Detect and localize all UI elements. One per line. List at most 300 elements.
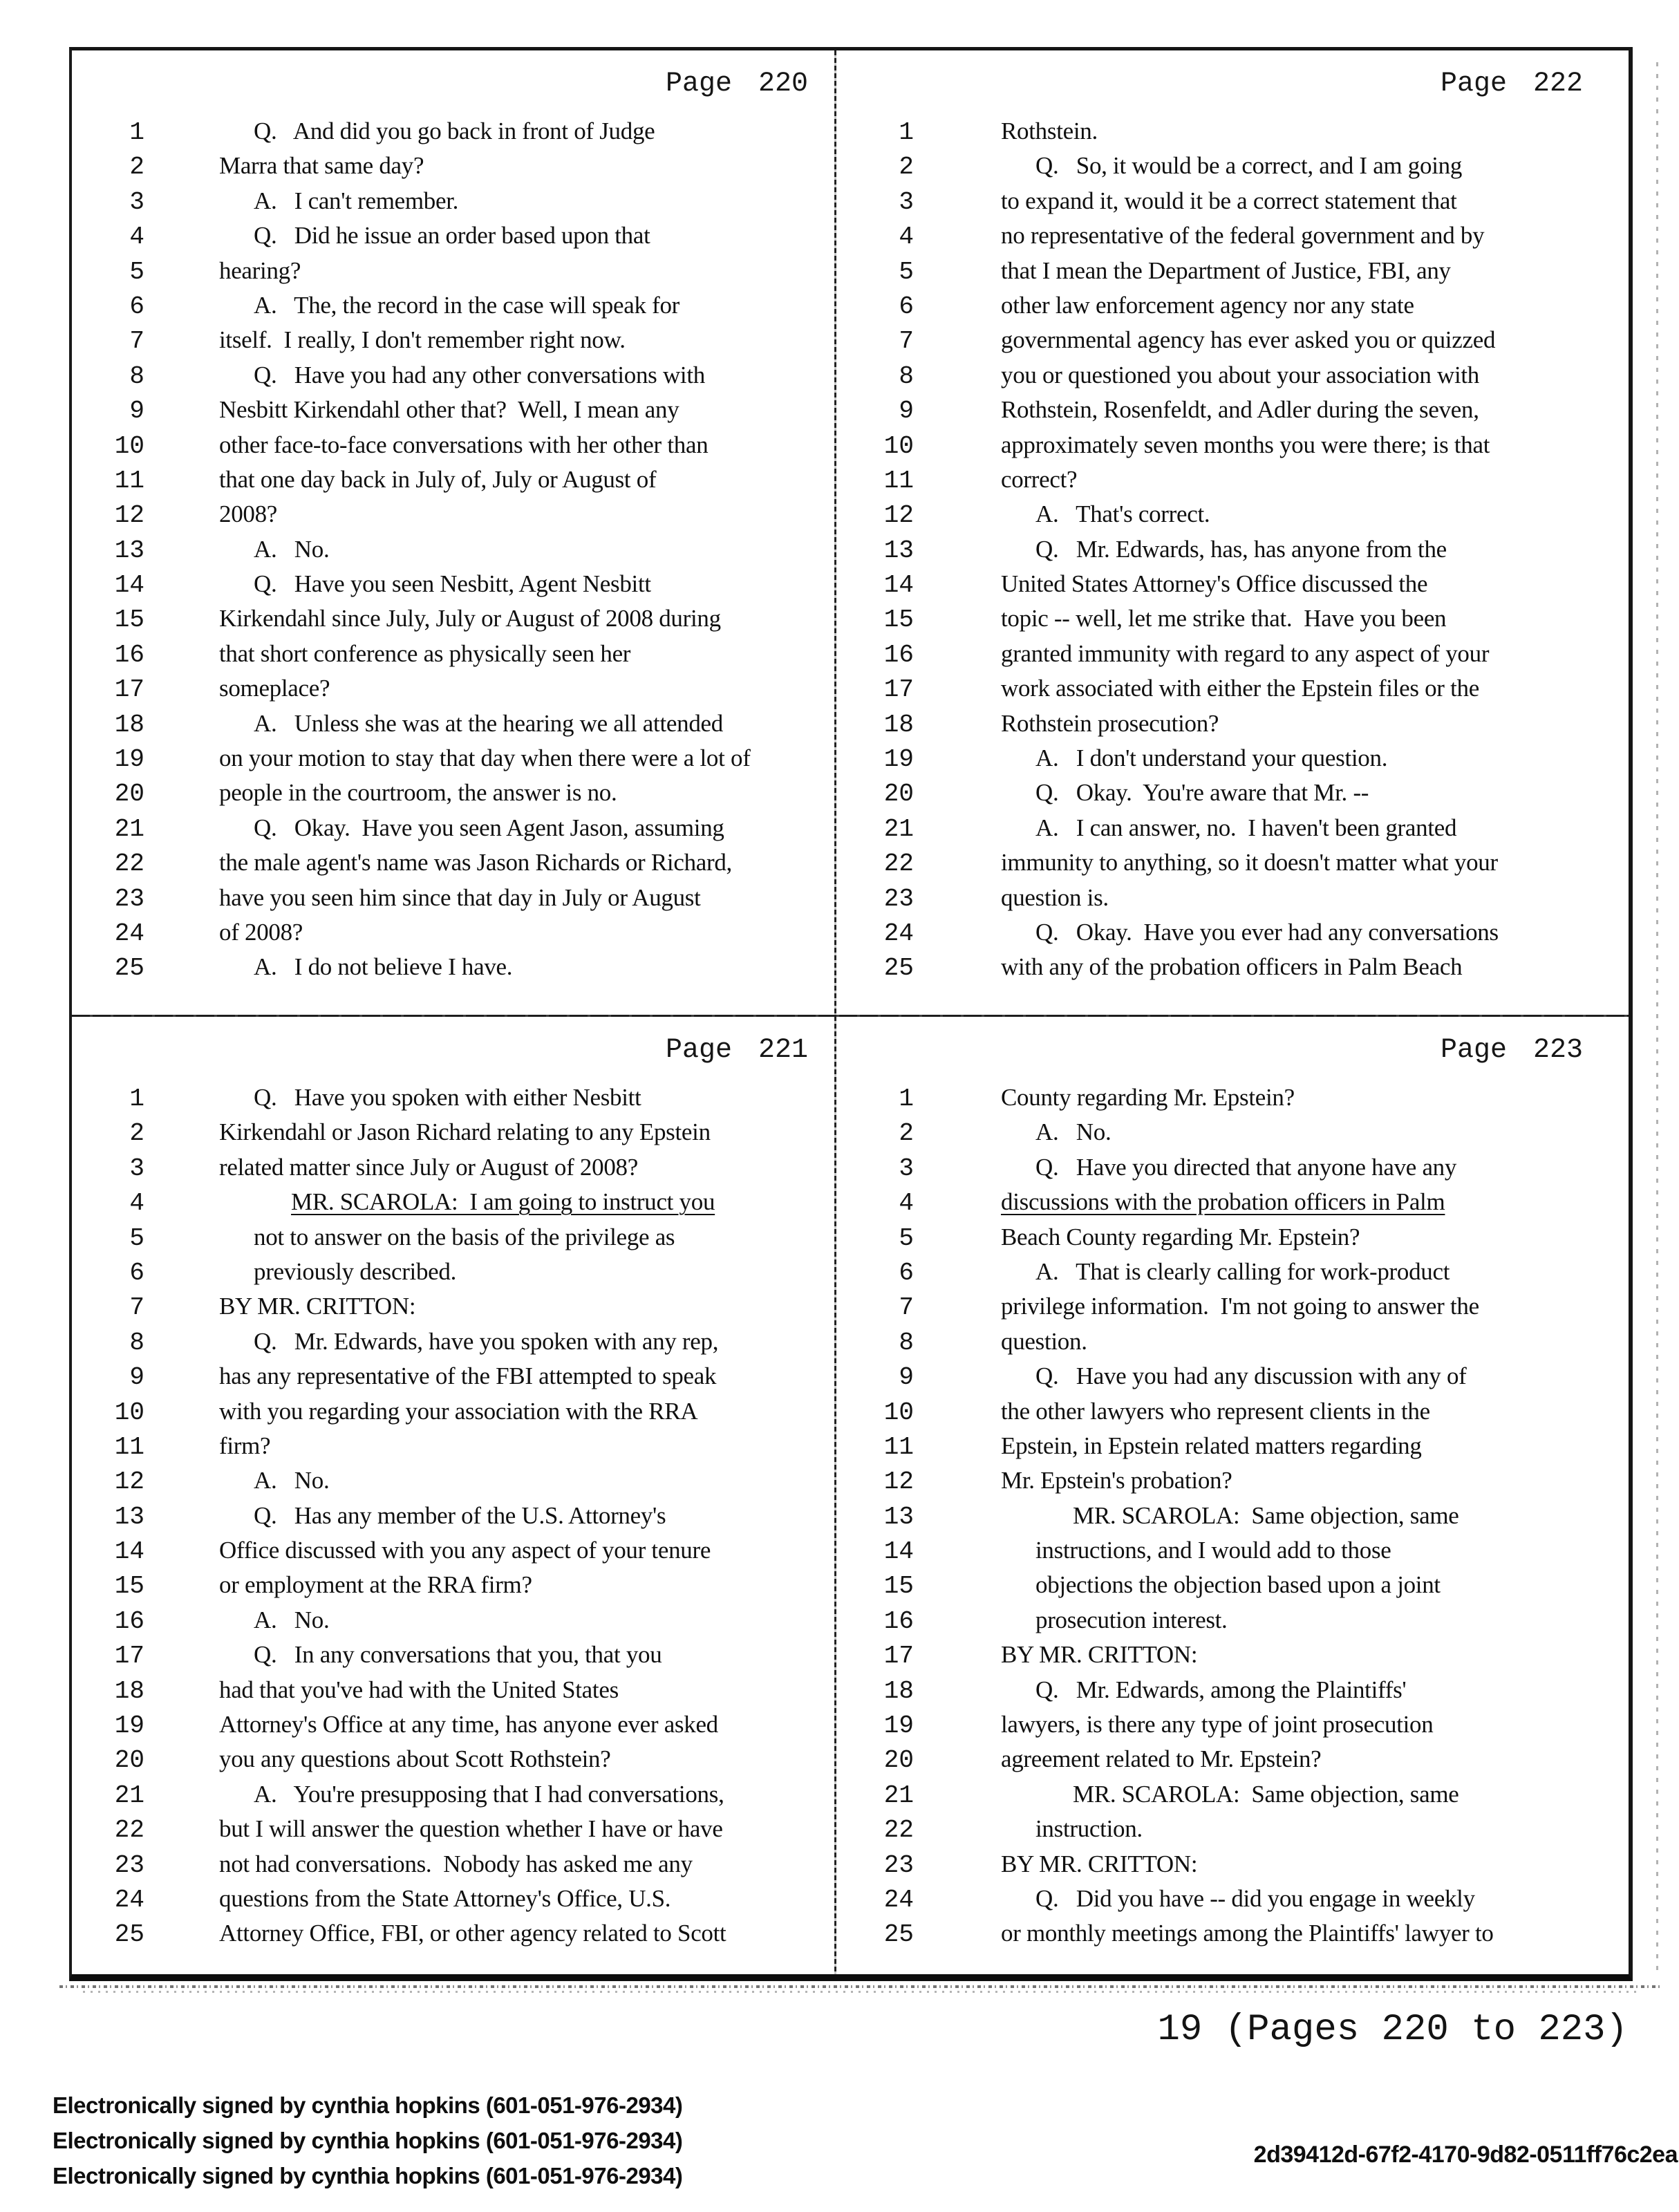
transcript-lines bbox=[72, 118, 834, 988]
transcript-line bbox=[836, 292, 1629, 326]
line-number: 14 bbox=[114, 571, 144, 600]
line-number: 11 bbox=[883, 466, 914, 495]
line-number: 17 bbox=[883, 1642, 914, 1671]
line-number: 7 bbox=[129, 1293, 144, 1322]
line-number: 8 bbox=[899, 362, 914, 391]
line-number: 22 bbox=[883, 850, 914, 879]
line-number: 1 bbox=[899, 118, 914, 147]
line-number: 10 bbox=[114, 431, 144, 460]
transcript-line bbox=[836, 1118, 1629, 1153]
line-number: 8 bbox=[129, 362, 144, 391]
line-number: 7 bbox=[899, 327, 914, 356]
transcript-line bbox=[72, 744, 834, 779]
transcript-line bbox=[72, 1850, 834, 1885]
line-number: 6 bbox=[899, 292, 914, 321]
line-text: Q. Mr. Edwards, has, has anyone from the bbox=[1035, 535, 1447, 563]
transcript-line bbox=[72, 466, 834, 500]
transcript-line bbox=[836, 466, 1629, 500]
transcript-line bbox=[836, 1502, 1629, 1537]
transcript-line bbox=[72, 1502, 834, 1537]
line-text: MR. SCAROLA: Same objection, same bbox=[1073, 1501, 1459, 1529]
line-number: 16 bbox=[883, 640, 914, 669]
line-number: 12 bbox=[114, 1468, 144, 1497]
transcript-line bbox=[836, 1398, 1629, 1432]
transcript-line bbox=[836, 187, 1629, 222]
line-text: with you regarding your association with the RRA bbox=[219, 1397, 698, 1425]
transcript-line bbox=[72, 1537, 834, 1571]
line-text: Attorney's Office at any time, has anyone ever asked bbox=[219, 1711, 718, 1738]
line-number: 8 bbox=[899, 1328, 914, 1357]
line-number: 1 bbox=[899, 1085, 914, 1113]
line-text: approximately seven months you were there; is that bbox=[1001, 431, 1490, 458]
line-text: work associated with either the Epstein files or the bbox=[1001, 675, 1479, 702]
transcript-line bbox=[72, 814, 834, 849]
line-text: MR. SCAROLA: Same objection, same bbox=[1073, 1780, 1459, 1808]
transcript-line bbox=[72, 953, 834, 988]
line-number: 4 bbox=[899, 223, 914, 252]
transcript-line bbox=[836, 1920, 1629, 1954]
line-text: A. No. bbox=[1035, 1118, 1111, 1146]
signature-block bbox=[53, 2088, 682, 2193]
transcript-line bbox=[72, 1467, 834, 1501]
line-number: 25 bbox=[114, 1920, 144, 1949]
transcript-line bbox=[72, 500, 834, 535]
line-text: Q. Have you seen Nesbitt, Agent Nesbitt bbox=[254, 570, 651, 598]
line-number: 19 bbox=[114, 1712, 144, 1741]
line-number: 1 bbox=[129, 118, 144, 147]
line-text: have you seen him since that day in July or August bbox=[219, 883, 701, 911]
line-number: 22 bbox=[114, 1816, 144, 1845]
line-number: 24 bbox=[883, 919, 914, 948]
transcript-lines bbox=[836, 1084, 1629, 1955]
line-number: 15 bbox=[114, 606, 144, 635]
line-number: 23 bbox=[883, 1850, 914, 1880]
line-number: 13 bbox=[114, 1502, 144, 1531]
transcript-line bbox=[836, 536, 1629, 570]
line-text: Q. Mr. Edwards, among the Plaintiffs' bbox=[1035, 1676, 1407, 1703]
transcript-line bbox=[836, 1815, 1629, 1850]
line-number: 24 bbox=[114, 919, 144, 948]
line-text: A. No. bbox=[254, 1467, 330, 1494]
line-text: Q. Did he issue an order based upon that bbox=[254, 222, 650, 250]
line-number: 21 bbox=[883, 814, 914, 843]
transcript-line bbox=[836, 605, 1629, 639]
line-text: question is. bbox=[1001, 883, 1109, 911]
transcript-line bbox=[836, 1850, 1629, 1885]
line-number: 13 bbox=[883, 536, 914, 565]
line-number: 5 bbox=[129, 257, 144, 286]
transcript-line bbox=[72, 292, 834, 326]
transcript-line bbox=[72, 396, 834, 431]
transcript-line bbox=[72, 1676, 834, 1711]
transcript-line bbox=[72, 187, 834, 222]
line-number: 18 bbox=[883, 1676, 914, 1705]
transcript-line bbox=[836, 744, 1629, 779]
transcript-line bbox=[836, 1711, 1629, 1745]
line-text: governmental agency has ever asked you or quizzed bbox=[1001, 326, 1496, 354]
signature-line: Electronically signed by cynthia hopkins (601-051-976-2934) bbox=[53, 2092, 683, 2118]
line-text: A. I can't remember. bbox=[254, 187, 459, 214]
transcript-line bbox=[72, 1084, 834, 1118]
transcript-line bbox=[72, 1328, 834, 1362]
line-number: 2 bbox=[899, 153, 914, 182]
transcript-line bbox=[72, 1920, 834, 1954]
transcript-line bbox=[836, 152, 1629, 187]
line-number: 23 bbox=[883, 884, 914, 913]
transcript-line bbox=[836, 1188, 1629, 1223]
line-text: MR. SCAROLA: I am going to instruct you bbox=[291, 1188, 715, 1216]
transcript-line bbox=[836, 640, 1629, 675]
line-text: Q. So, it would be a correct, and I am going bbox=[1035, 152, 1463, 180]
page-220 bbox=[72, 50, 834, 1015]
line-text: Q. Did you have -- did you engage in weekly bbox=[1035, 1884, 1475, 1912]
line-number: 21 bbox=[114, 814, 144, 843]
line-text: Kirkendahl or Jason Richard relating to any Epstein bbox=[219, 1118, 711, 1146]
line-text: A. The, the record in the case will speak for bbox=[254, 291, 680, 319]
transcript-line bbox=[72, 1118, 834, 1153]
line-text: Q. Okay. You're aware that Mr. -- bbox=[1035, 779, 1369, 807]
transcript-line bbox=[836, 500, 1629, 535]
transcript-line bbox=[836, 362, 1629, 396]
line-number: 1 bbox=[129, 1085, 144, 1113]
transcript-line bbox=[72, 1398, 834, 1432]
line-text: or employment at the RRA firm? bbox=[219, 1571, 532, 1599]
line-number: 5 bbox=[899, 257, 914, 286]
line-number: 12 bbox=[883, 1468, 914, 1497]
line-text: agreement related to Mr. Epstein? bbox=[1001, 1745, 1322, 1773]
line-number: 25 bbox=[883, 954, 914, 983]
transcript-line bbox=[72, 675, 834, 709]
line-number: 15 bbox=[114, 1572, 144, 1601]
line-text: the male agent's name was Jason Richards or Richard, bbox=[219, 849, 733, 877]
line-text: lawyers, is there any type of joint prosecution bbox=[1001, 1711, 1434, 1738]
line-number: 15 bbox=[883, 606, 914, 635]
transcript-line bbox=[836, 1745, 1629, 1780]
line-number: 20 bbox=[114, 1746, 144, 1775]
transcript-line bbox=[72, 1781, 834, 1815]
line-number: 13 bbox=[883, 1502, 914, 1531]
line-text: that short conference as physically seen her bbox=[219, 639, 631, 667]
line-number: 4 bbox=[129, 223, 144, 252]
line-number: 24 bbox=[114, 1885, 144, 1914]
line-text: other face-to-face conversations with her other than bbox=[219, 431, 709, 458]
transcript-line bbox=[72, 919, 834, 953]
transcript-line bbox=[836, 1258, 1629, 1293]
transcript-line bbox=[836, 222, 1629, 256]
line-number: 3 bbox=[129, 1154, 144, 1183]
scan-edge-artifact bbox=[1656, 62, 1658, 1977]
transcript-line bbox=[72, 1258, 834, 1293]
transcript-line bbox=[72, 884, 834, 919]
line-text: Nesbitt Kirkendahl other that? Well, I mean any bbox=[219, 396, 679, 424]
line-text: granted immunity with regard to any aspect of your bbox=[1001, 639, 1490, 667]
line-number: 14 bbox=[883, 1537, 914, 1566]
line-text: instructions, and I would add to those bbox=[1035, 1537, 1391, 1564]
transcript-line bbox=[72, 710, 834, 744]
line-number: 16 bbox=[883, 1606, 914, 1635]
line-text: had that you've had with the United States bbox=[219, 1676, 619, 1703]
line-number: 23 bbox=[114, 884, 144, 913]
line-number: 3 bbox=[129, 187, 144, 216]
line-number: 4 bbox=[129, 1189, 144, 1218]
line-text: Marra that same day? bbox=[219, 152, 424, 180]
line-number: 21 bbox=[883, 1781, 914, 1810]
line-text: A. That's correct. bbox=[1035, 500, 1210, 528]
line-text: Rothstein. bbox=[1001, 118, 1098, 144]
line-text: previously described. bbox=[254, 1257, 457, 1285]
line-number: 7 bbox=[899, 1293, 914, 1322]
page-222 bbox=[836, 50, 1629, 1015]
line-text: you any questions about Scott Rothstein? bbox=[219, 1745, 611, 1773]
sheet-border bbox=[69, 47, 1633, 1981]
transcript-line bbox=[836, 1571, 1629, 1606]
line-text: Rothstein prosecution? bbox=[1001, 709, 1219, 737]
scan-noise-band bbox=[83, 1991, 1638, 1993]
line-text: Q. Have you spoken with either Nesbitt bbox=[254, 1084, 641, 1111]
line-number: 11 bbox=[114, 1432, 144, 1461]
line-text: Q. Have you had any discussion with any of bbox=[1035, 1362, 1467, 1390]
line-text: that I mean the Department of Justice, FBI, any bbox=[1001, 256, 1451, 284]
line-number: 2 bbox=[129, 153, 144, 182]
line-number: 9 bbox=[899, 397, 914, 426]
line-text: Q. In any conversations that you, that you bbox=[254, 1641, 662, 1669]
line-text: Q. Has any member of the U.S. Attorney's bbox=[254, 1501, 666, 1529]
line-text: immunity to anything, so it doesn't matter what your bbox=[1001, 849, 1498, 877]
line-number: 12 bbox=[883, 501, 914, 530]
line-number: 9 bbox=[899, 1363, 914, 1392]
transcript-line bbox=[836, 1467, 1629, 1501]
line-text: A. No. bbox=[254, 535, 330, 563]
transcript-line bbox=[72, 118, 834, 152]
transcript-line bbox=[72, 1224, 834, 1258]
line-text: A. Unless she was at the hearing we all attended bbox=[254, 709, 723, 737]
page-range-footer: 19 (Pages 220 to 223) bbox=[1157, 2009, 1628, 2051]
transcript-lines bbox=[836, 118, 1629, 988]
transcript-line bbox=[836, 1537, 1629, 1571]
line-text: hearing? bbox=[219, 256, 301, 284]
transcript-line bbox=[836, 1432, 1629, 1467]
line-number: 6 bbox=[899, 1258, 914, 1287]
line-text: people in the courtroom, the answer is no. bbox=[219, 779, 617, 807]
transcript-line bbox=[72, 1154, 834, 1188]
line-number: 3 bbox=[899, 187, 914, 216]
line-number: 19 bbox=[114, 745, 144, 774]
line-text: 2008? bbox=[219, 500, 278, 528]
transcript-line bbox=[836, 1084, 1629, 1118]
line-text: Q. Have you had any other conversations with bbox=[254, 361, 705, 388]
line-text: objections the objection based upon a joint bbox=[1035, 1571, 1441, 1599]
line-number: 11 bbox=[883, 1432, 914, 1461]
line-text: Attorney Office, FBI, or other agency related to Scott bbox=[219, 1920, 726, 1947]
line-text: Q. Okay. Have you seen Agent Jason, assuming bbox=[254, 814, 724, 841]
line-number: 7 bbox=[129, 327, 144, 356]
transcript-lines bbox=[72, 1084, 834, 1955]
line-text: instruction. bbox=[1035, 1815, 1143, 1843]
line-number: 17 bbox=[114, 1642, 144, 1671]
line-number: 23 bbox=[114, 1850, 144, 1880]
transcript-line bbox=[836, 675, 1629, 709]
line-text: United States Attorney's Office discussed the bbox=[1001, 570, 1428, 598]
line-text: BY MR. CRITTON: bbox=[219, 1293, 416, 1320]
line-number: 20 bbox=[883, 1746, 914, 1775]
transcript-line bbox=[836, 710, 1629, 744]
page-header: Page 223 bbox=[1440, 1035, 1583, 1066]
line-number: 14 bbox=[114, 1537, 144, 1566]
signature-line: Electronically signed by cynthia hopkins (601-051-976-2934) bbox=[53, 2163, 683, 2188]
transcript-line bbox=[72, 570, 834, 605]
line-number: 16 bbox=[114, 640, 144, 669]
line-number: 24 bbox=[883, 1885, 914, 1914]
line-number: 25 bbox=[883, 1920, 914, 1949]
transcript-line bbox=[836, 1328, 1629, 1362]
line-text: of 2008? bbox=[219, 918, 303, 946]
line-text: County regarding Mr. Epstein? bbox=[1001, 1084, 1295, 1111]
transcript-line bbox=[72, 326, 834, 361]
line-text: discussions with the probation officers in Palm bbox=[1001, 1188, 1445, 1216]
line-number: 22 bbox=[114, 850, 144, 879]
line-text: A. I can answer, no. I haven't been granted bbox=[1035, 814, 1457, 841]
transcript-line bbox=[72, 257, 834, 292]
transcript-line bbox=[72, 605, 834, 639]
transcript-line bbox=[836, 779, 1629, 814]
transcript-line bbox=[836, 1362, 1629, 1397]
scan-noise-band bbox=[59, 1985, 1662, 1988]
line-text: Q. Have you directed that anyone have any bbox=[1035, 1153, 1457, 1181]
line-text: itself. I really, I don't remember right now. bbox=[219, 326, 626, 354]
line-text: A. I don't understand your question. bbox=[1035, 744, 1388, 772]
line-number: 19 bbox=[883, 1712, 914, 1741]
transcript-line bbox=[72, 779, 834, 814]
transcript-line bbox=[72, 1362, 834, 1397]
line-number: 6 bbox=[129, 1258, 144, 1287]
line-text: BY MR. CRITTON: bbox=[1001, 1641, 1198, 1669]
transcript-line bbox=[836, 814, 1629, 849]
line-text: related matter since July or August of 2008? bbox=[219, 1153, 638, 1181]
line-text: you or questioned you about your association with bbox=[1001, 361, 1479, 388]
transcript-line bbox=[72, 536, 834, 570]
line-text: Epstein, in Epstein related matters regarding bbox=[1001, 1432, 1422, 1459]
line-text: A. No. bbox=[254, 1606, 330, 1633]
line-number: 5 bbox=[899, 1224, 914, 1253]
transcript-line bbox=[836, 1293, 1629, 1327]
line-number: 10 bbox=[883, 1398, 914, 1427]
line-text: Q. And did you go back in front of Judge bbox=[254, 118, 655, 144]
transcript-line bbox=[72, 1711, 834, 1745]
line-number: 25 bbox=[114, 954, 144, 983]
transcript-line bbox=[72, 1293, 834, 1327]
line-text: but I will answer the question whether I have or have bbox=[219, 1815, 723, 1843]
line-text: Beach County regarding Mr. Epstein? bbox=[1001, 1223, 1360, 1250]
line-number: 14 bbox=[883, 571, 914, 600]
transcript-line bbox=[836, 1676, 1629, 1711]
transcript-line bbox=[836, 1606, 1629, 1641]
line-number: 17 bbox=[114, 675, 144, 704]
transcript-line bbox=[836, 1154, 1629, 1188]
transcript-line bbox=[836, 396, 1629, 431]
transcript-line bbox=[836, 570, 1629, 605]
line-number: 11 bbox=[114, 466, 144, 495]
line-number: 13 bbox=[114, 536, 144, 565]
line-text: Q. Okay. Have you ever had any conversations bbox=[1035, 918, 1499, 946]
transcript-line bbox=[72, 1606, 834, 1641]
line-text: questions from the State Attorney's Office, U.S. bbox=[219, 1884, 671, 1912]
page-header: Page 220 bbox=[665, 68, 808, 100]
signature-line: Electronically signed by cynthia hopkins (601-051-976-2934) bbox=[53, 2128, 683, 2153]
line-number: 4 bbox=[899, 1189, 914, 1218]
transcript-line bbox=[836, 118, 1629, 152]
line-number: 10 bbox=[883, 431, 914, 460]
transcript-line bbox=[72, 1571, 834, 1606]
line-number: 17 bbox=[883, 675, 914, 704]
line-text: Kirkendahl since July, July or August of 2008 during bbox=[219, 605, 721, 632]
line-text: BY MR. CRITTON: bbox=[1001, 1850, 1198, 1877]
document-id: 2d39412d-67f2-4170-9d82-0511ff76c2ea bbox=[1253, 2141, 1678, 2168]
line-text: question. bbox=[1001, 1327, 1087, 1355]
transcript-line bbox=[836, 326, 1629, 361]
line-number: 5 bbox=[129, 1224, 144, 1253]
line-number: 8 bbox=[129, 1328, 144, 1357]
line-text: topic -- well, let me strike that. Have you been bbox=[1001, 605, 1447, 632]
transcript-line bbox=[836, 431, 1629, 466]
line-text: Mr. Epstein's probation? bbox=[1001, 1467, 1232, 1494]
line-text: to expand it, would it be a correct statement that bbox=[1001, 187, 1457, 214]
page-header: Page 222 bbox=[1440, 68, 1583, 100]
line-number: 18 bbox=[114, 1676, 144, 1705]
transcript-line bbox=[72, 152, 834, 187]
line-text: with any of the probation officers in Palm Beach bbox=[1001, 953, 1463, 981]
line-text: Rothstein, Rosenfeldt, and Adler during the seven, bbox=[1001, 396, 1479, 424]
transcript-line bbox=[836, 1641, 1629, 1676]
transcript-line bbox=[72, 1815, 834, 1850]
transcript-line bbox=[72, 1885, 834, 1920]
line-number: 10 bbox=[114, 1398, 144, 1427]
transcript-line bbox=[836, 1885, 1629, 1920]
line-text: A. You're presupposing that I had conversations, bbox=[254, 1780, 724, 1808]
line-number: 16 bbox=[114, 1606, 144, 1635]
transcript-line bbox=[72, 849, 834, 883]
line-text: Q. Mr. Edwards, have you spoken with any rep, bbox=[254, 1327, 719, 1355]
line-number: 3 bbox=[899, 1154, 914, 1183]
line-number: 12 bbox=[114, 501, 144, 530]
line-number: 22 bbox=[883, 1816, 914, 1845]
line-text: not had conversations. Nobody has asked me any bbox=[219, 1850, 693, 1877]
line-number: 9 bbox=[129, 1363, 144, 1392]
line-text: prosecution interest. bbox=[1035, 1606, 1228, 1633]
transcript-line bbox=[836, 849, 1629, 883]
line-text: the other lawyers who represent clients in the bbox=[1001, 1397, 1430, 1425]
page-221 bbox=[72, 1017, 834, 1974]
transcript-line bbox=[72, 362, 834, 396]
line-text: someplace? bbox=[219, 675, 330, 702]
line-text: Office discussed with you any aspect of your tenure bbox=[219, 1537, 711, 1564]
line-number: 6 bbox=[129, 292, 144, 321]
line-number: 18 bbox=[114, 710, 144, 739]
transcript-line bbox=[72, 1432, 834, 1467]
line-number: 21 bbox=[114, 1781, 144, 1810]
line-number: 2 bbox=[129, 1119, 144, 1148]
line-text: A. I do not believe I have. bbox=[254, 953, 513, 981]
transcript-line bbox=[836, 919, 1629, 953]
line-number: 15 bbox=[883, 1572, 914, 1601]
line-text: correct? bbox=[1001, 465, 1078, 493]
line-text: not to answer on the basis of the privilege as bbox=[254, 1223, 675, 1250]
transcript-line bbox=[72, 640, 834, 675]
line-number: 2 bbox=[899, 1119, 914, 1148]
transcript-line bbox=[836, 884, 1629, 919]
line-text: A. That is clearly calling for work-product bbox=[1035, 1257, 1450, 1285]
line-text: has any representative of the FBI attempted to speak bbox=[219, 1362, 717, 1390]
line-text: firm? bbox=[219, 1432, 271, 1459]
